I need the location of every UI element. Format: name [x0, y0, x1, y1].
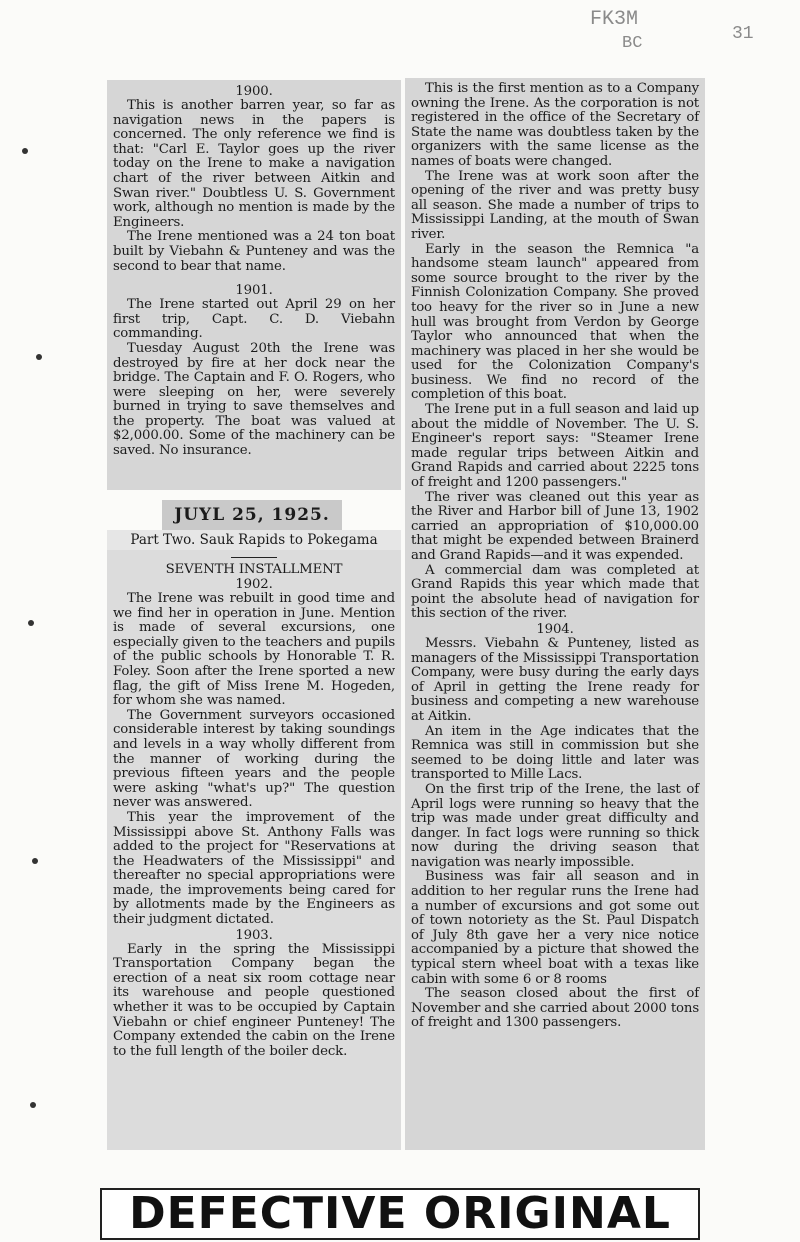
year-heading-1902: 1902.	[235, 577, 273, 592]
paragraph: The season closed about the first of November and she carried about 2000 tons of freight and 1300 passengers.	[411, 986, 699, 1031]
binder-mark	[30, 1102, 36, 1108]
defective-original-stamp: DEFECTIVE ORIGINAL	[100, 1188, 700, 1240]
binder-mark	[22, 148, 28, 154]
paragraph: On the first trip of the Irene, the last of April logs were running so heavy that the trip was made under great difficulty and danger. In fact logs were running so thick now during the driving season that navigation was nearly impossible.	[411, 781, 699, 870]
clipping-left-top	[107, 80, 401, 490]
part-title: Part Two. Sauk Rapids to Pokegama	[107, 530, 401, 550]
binder-mark	[36, 354, 42, 360]
paragraph: This year the improvement of the Mississippi above St. Anthony Falls was added to the project for "Reservations at the Headwaters of the Mississippi" and thereafter no special appropriations were made, the improvements being cared for by allotments made by the Engineers as their judgment dictated.	[113, 809, 395, 928]
divider	[231, 557, 277, 558]
page-number: 31	[732, 24, 754, 44]
paragraph: This is the first mention as to a Company owning the Irene. As the corporation is not registered in the office of the Secretary of State the name was doubtless taken by the organizers with the same license as the names of boats were changed.	[411, 81, 699, 169]
paragraph: This is another barren year, so far as navigation news in the papers is concerned. The only reference we find is that: "Carl E. Taylor goes up the river today on the Irene to make a navigation chart of the river between Aitkin and Swan river." Doubtless U. S. Government work, although no mention is made by the Engineers.	[113, 98, 395, 230]
clipping-left-bottom	[107, 550, 401, 1150]
paragraph: The river was cleaned out this year as the River and Harbor bill of June 13, 1902 carried an appropriation of $10,000.00 that might be expended between Brainerd and Grand Rapids—and it was expended.	[411, 489, 699, 563]
year-heading-1903: 1903.	[235, 927, 273, 943]
paragraph: Early in the season the Remnica "a handsome steam launch" appeared from some source brought to the river by the Finnish Colonization Company. She proved too heavy for the river so in June a new hull was brought from Verdon by George Taylor who announced that when the machinery was placed in her she would be used for the Colonization Company's business. We find no record of the completion of this boat.	[411, 241, 699, 403]
paragraph: The Irene started out April 29 on her first trip, Capt. C. D. Viebahn commanding.	[113, 297, 395, 342]
archive-mark: FK3M	[590, 8, 639, 31]
paragraph: Early in the spring the Mississippi Transportation Company began the erection of a neat six room cottage near its warehouse and people questioned whether it was to be occupied by Captain Viebahn or chief engineer Punteney! The Company extended the cabin on the Irene to the full length of the boiler deck.	[113, 941, 395, 1059]
paragraph: The Irene mentioned was a 24 ton boat built by Viebahn & Punteney and was the second to bear that name.	[113, 229, 395, 274]
paragraph: Messrs. Viebahn & Punteney, listed as managers of the Mississippi Transportation Company, were busy during the early days of April in getting the Irene ready for business and competing a new warehouse at Aitkin.	[411, 635, 699, 724]
paragraph: Business was fair all season and in addition to her regular runs the Irene had a number of excursions and got some out of town notoriety as the St. Paul Dispatch of July 8th gave her a very nice notice accompanied by a picture that showed the typical stern wheel boat with a texas like cabin with some 6 or 8 rooms	[411, 869, 699, 987]
binder-mark	[28, 620, 34, 626]
paragraph: The Irene was at work soon after the opening of the river and was pretty busy all season. She made a number of trips to Mississippi Landing, at the mouth of Swan river.	[411, 168, 699, 242]
paragraph: Tuesday August 20th the Irene was destroyed by fire at her dock near the bridge. The Captain and F. O. Rogers, who were sleeping on her, were severely burned in trying to save themselves and the property. The boat was valued at $2,000.00. Some of the machinery can be saved. No insurance.	[113, 340, 395, 459]
archive-submark: BC	[622, 34, 643, 53]
dateline: JUYL 25, 1925.	[162, 500, 342, 530]
paragraph: An item in the Age indicates that the Remnica was still in commission but she seemed to be doing little and later was transported to Mille Lacs.	[411, 723, 699, 783]
paragraph: A commercial dam was completed at Grand Rapids this year which made that point the absolute head of navigation for this section of the river.	[411, 562, 699, 622]
clipping-right	[405, 78, 705, 1150]
year-heading-1904: 1904.	[536, 621, 574, 637]
installment-heading: SEVENTH INSTALLMENT	[165, 562, 343, 577]
year-heading-1900: 1900.	[235, 84, 273, 99]
binder-mark	[32, 858, 38, 864]
paragraph: The Government surveyors occasioned considerable interest by taking soundings and levels in a way wholly different from the manner of working during the previous fifteen years and the people were asking "what's up?" The question never was answered.	[113, 707, 395, 811]
year-heading-1901: 1901.	[235, 283, 273, 299]
paragraph: The Irene was rebuilt in good time and we find her in operation in June. Mention is made of several excursions, one especially given to the teachers and pupils of the public schools by Honorable T. R. Foley. Soon after the Irene sported a new flag, the gift of Miss Irene M. Hogeden, for whom she was named.	[113, 591, 395, 709]
paragraph: The Irene put in a full season and laid up about the middle of November. The U. S. Engineer's report says: "Steamer Irene made regular trips between Aitkin and Grand Rapids and carried about 2225 tons of freight and 1200 passengers."	[411, 402, 699, 491]
